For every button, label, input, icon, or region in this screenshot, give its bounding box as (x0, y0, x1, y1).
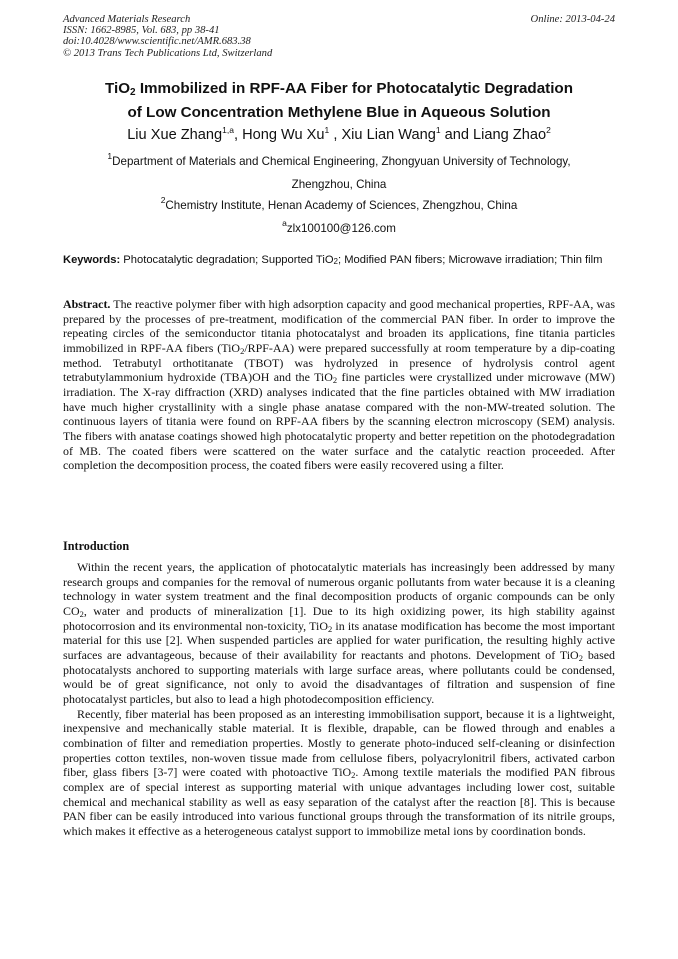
email-address: zlx100100@126.com (286, 222, 396, 235)
online-date: Online: 2013-04-24 (530, 14, 615, 25)
keywords-subscript: 2 (333, 257, 338, 266)
corresponding-email (40, 218, 638, 235)
affiliation-text: Department of Materials and Chemical Engineering, Zhongyuan University of Technology, (112, 155, 571, 168)
paragraph-subscript: 2 (79, 608, 84, 619)
author-name: Liang Zhao (473, 127, 547, 143)
author-name: Xiu Lian Wang (341, 127, 436, 143)
abstract-text: The reactive polymer fiber with high adsorption capacity and good mechanical properties, RPF-AA, was prepared by the processes of pre-treatment, modification of the commercial PAN fiber. In order to improve the repeating circles of the semiconductor titania photocatalyst and broaden its applications, fine titania particles immobilized in RPF-AA fibers (TiO (63, 297, 615, 355)
author-separator: , (233, 127, 243, 143)
author-affiliation-mark: 1 (435, 125, 441, 135)
abstract (63, 297, 615, 473)
introduction-body (63, 560, 615, 838)
paragraph-subscript: 2 (327, 623, 333, 634)
keywords-label: Keywords: (63, 254, 121, 266)
affiliation-1-line-2: Zhengzhou, China (291, 178, 387, 191)
keywords-text: Photocatalytic degradation; Supported TiO (120, 254, 334, 266)
abstract-label: Abstract. (63, 297, 111, 311)
doi-line: doi:10.4028/www.scientific.net/AMR.683.38 (63, 36, 251, 48)
author-name: Liu Xue Zhang (127, 127, 223, 143)
paragraph (63, 707, 615, 839)
affiliation-2 (40, 195, 638, 212)
paragraph-text: in its anatase modification has become the most important material for this use [2]. When suspended particles are applied for water purification, the resulting highly active surfaces are advantageous, because of their availability for reactants and photons. Development of TiO (63, 618, 615, 662)
paragraph (63, 560, 615, 707)
abstract-subscript: 2 (240, 345, 245, 356)
paragraph-text: Recently, fiber material has been proposed as an interesting immobilisation support, because it is a lightweight, inexpensive and mechanically stable material. It is flexible, drapable, can be flowed through and enables a combination of filter and remediation properties. Mostly to generate photo-induced self-cleaning or disinfection properties cotton textiles, non-woven tissue made from cellulose fibers, polyacrylonitril fibers, activated carbon fiber, glass fibers [3-7] were coated with photoactive TiO (63, 706, 615, 780)
title-subscript: 2 (130, 87, 136, 98)
author-name: Hong Wu Xu (242, 127, 325, 143)
author-affiliation-mark: 1,a (222, 125, 234, 135)
author-separator: and (440, 127, 474, 143)
title-tio: TiO (105, 80, 131, 97)
abstract-subscript: 2 (332, 375, 338, 386)
author-separator: , (329, 127, 342, 143)
author-list (40, 127, 638, 143)
paragraph-subscript: 2 (351, 770, 356, 781)
keywords-text: ; Modified PAN fibers; Microwave irradiation; Thin film (337, 254, 603, 266)
affiliation-mark: 1 (107, 151, 113, 161)
paragraph-text: Within the recent years, the application of photocatalytic materials has increasingly been addressed by many research groups and companies for the removal of numerous organic pollutants from water because it is a cleaning technology in water system treatment and the final decomposition products of organic compounds can be only CO (63, 560, 615, 618)
abstract-text: /RPF-AA) were prepared successfully at room temperature by a dip-coating method. Tetrabutyl orthotitanate (TBOT) was hydrolyzed in presence of hydrolysis control agent tetrabutylammonium hydroxide (TBA)OH and the TiO (63, 340, 616, 385)
affiliation-mark: 2 (160, 195, 166, 205)
title-rest: Immobilized in RPF-AA Fiber for Photocatalytic Degradation (135, 80, 573, 97)
paragraph-text: . Among textile materials the modified PAN fibrous complex are of special interest as supporting material with unique advantages including lower cost, suitable chemical and mechanical stability as well as easy separation of the catalyst after the reaction [8]. This is because PAN fiber can be easily introduced into various functional groups through the transformation of its nitrile groups, which makes it effective as a heterogeneous catalyst support to immobilize metal ions by coordination bonds. (63, 765, 615, 838)
copyright-line: © 2013 Trans Tech Publications Ltd, Switzerland (63, 47, 273, 59)
keywords (63, 253, 619, 268)
journal-name: Advanced Materials Research (63, 14, 191, 25)
paragraph-text: based photocatalysts anchored to supporting materials with large surface areas, where pollutants could be condensed, would be of great significance, not only to avoid the disadvantages of filtration and suspension of fine photocatalyst particles, but also to lead a high photodecomposition efficiency. (63, 647, 616, 706)
abstract-text: fine particles were crystallized under microwave (MW) irradiation. The X-ray diffraction (XRD) analyses indicated that the fine particles obtained with MW irradiation have much higher crystallinity with a single phase anatase compared with the non-MW-treated solution. The continuous layers of titania were found on RPF-AA fibers by the scanning electron microscopy (SEM) analysis. The fibers with anatase coatings showed high photocatalytic property and better repetition on the photodegradation of MB. The coated fibers were scattered on the water surface and the catalytic reaction proceeded. After completion the decomposition process, the coated fibers were easily recovered using a filter. (63, 370, 615, 473)
issn-line: ISSN: 1662-8985, Vol. 683, pp 38-41 (63, 25, 220, 37)
paragraph-subscript: 2 (578, 652, 583, 663)
paragraph-text: , water and products of mineralization [1]. Due to its high oxidizing power, its high stability against photocorrosion and its environmental non-toxicity, TiO (63, 603, 615, 633)
journal-header (63, 14, 615, 59)
paper-title-line-1 (40, 80, 638, 97)
author-affiliation-mark: 1 (324, 125, 330, 135)
author-affiliation-mark: 2 (546, 125, 551, 135)
affiliation-text: Chemistry Institute, Henan Academy of Sciences, Zhengzhou, China (165, 199, 518, 212)
email-mark: a (282, 218, 287, 228)
section-heading-introduction: Introduction (63, 539, 130, 553)
affiliation-1-line-1 (40, 151, 638, 168)
paper-title-line-2: of Low Concentration Methylene Blue in Aqueous Solution (127, 104, 551, 121)
